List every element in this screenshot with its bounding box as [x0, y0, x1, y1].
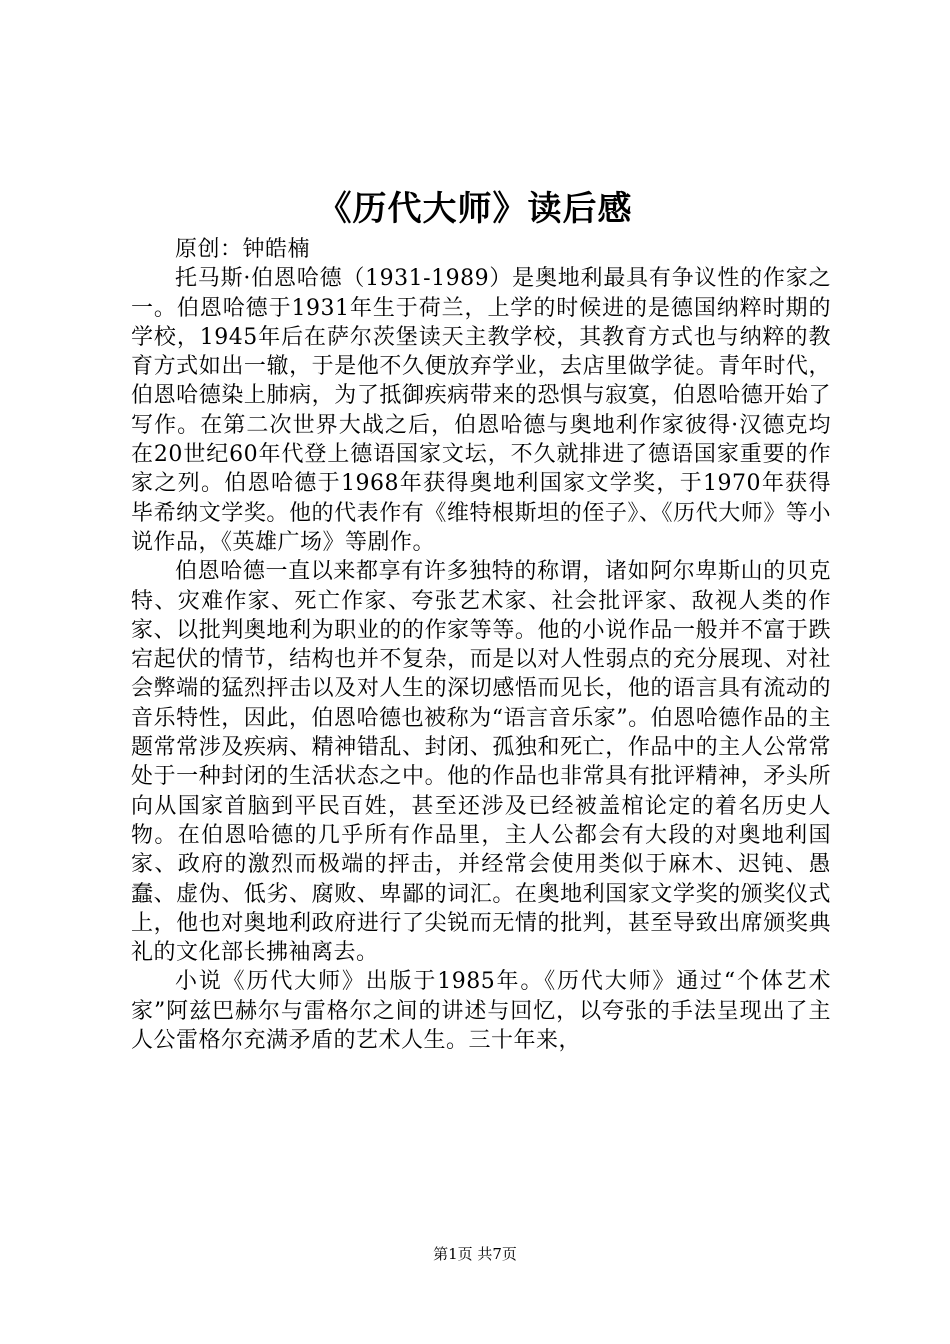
author-line: 原创：钟皓楠: [175, 237, 311, 262]
paragraph-1: 托马斯·伯恩哈德（1931-1989）是奥地利最具有争议性的作家之一。伯恩哈德于1931年生于荷兰，上学的时候进的是德国纳粹时期的学校，1945年后在萨尔茨堡读天主教学校，其教育方式也与纳粹的教育方式如出一辙，于是他不久便放弃学业，去店里做学徒。青年时代，伯恩哈德染上肺病，为了抵御疾病带来的恐惧与寂寞，伯恩哈德开始了写作。在第二次世界大战之后，伯恩哈德与奥地利作家彼得·汉德克均在20世纪60年代登上德语国家文坛，不久就排进了德语国家重要的作家之列。伯恩哈德于1968年获得奥地利国家文学奖，于1970年获得毕希纳文学奖。他的代表作有《维特根斯坦的侄子》、《历代大师》等小说作品，《英雄广场》等剧作。: [131, 266, 831, 555]
document-title: 《历代大师》读后感: [317, 189, 633, 229]
paragraph-2: 伯恩哈德一直以来都享有许多独特的称谓，诸如阿尔卑斯山的贝克特、灾难作家、死亡作家、夸张艺术家、社会批评家、敌视人类的作家、以批判奥地利为职业的的作家等等。他的小说作品一般并不富于跌宕起伏的情节，结构也并不复杂，而是以对人性弱点的充分展现、对社会弊端的猛烈抨击以及对人生的深切感悟而见长，他的语言具有流动的音乐特性，因此，伯恩哈德也被称为“语言音乐家”。伯恩哈德作品的主题常常涉及疾病、精神错乱、封闭、孤独和死亡，作品中的主人公常常处于一种封闭的生活状态之中。他的作品也非常具有批评精神，矛头所向从国家首脑到平民百姓，甚至还涉及已经被盖棺论定的着名历史人物。在伯恩哈德的几乎所有作品里，主人公都会有大段的对奥地利国家、政府的激烈而极端的抨击，并经常会使用类似于麻木、迟钝、愚蠢、虚伪、低劣、腐败、卑鄙的词汇。在奥地利国家文学奖的颁奖仪式上，他也对奥地利政府进行了尖锐而无情的批判，甚至导致出席颁奖典礼的文化部长拂袖离去。: [131, 559, 831, 966]
page-number: 第1页 共7页: [433, 1245, 517, 1263]
paragraph-3: 小说《历代大师》出版于1985年。《历代大师》通过“个体艺术家”阿兹巴赫尔与雷格尔之间的讲述与回忆，以夸张的手法呈现出了主人公雷格尔充满矛盾的艺术人生。三十年来，: [131, 969, 831, 1054]
document-body: [131, 235, 831, 1055]
page-footer: [0, 1243, 950, 1265]
